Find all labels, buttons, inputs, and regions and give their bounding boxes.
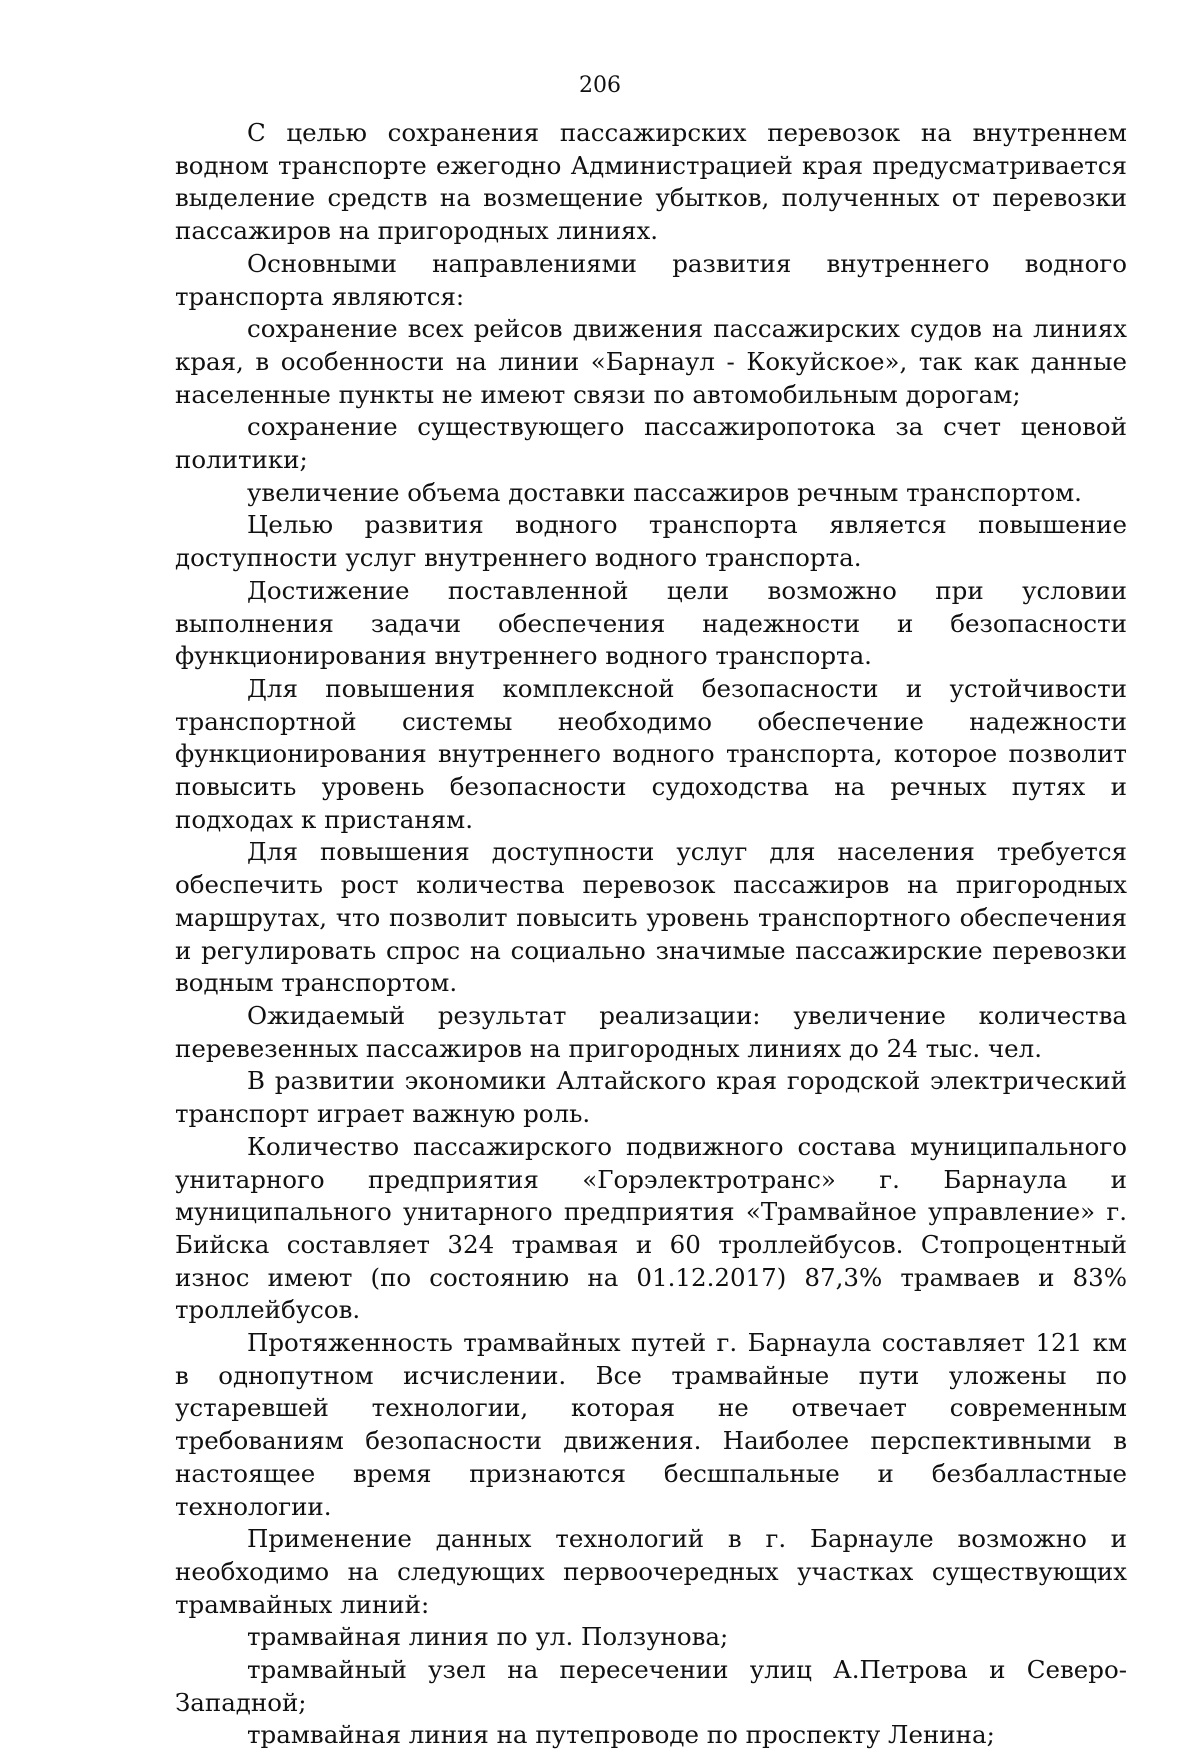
list-item: трамвайный узел на пересечении улиц А.Петрова и Северо-Западной; xyxy=(175,1655,1127,1717)
paragraph: Применение данных технологий в г. Барнауле возможно и необходимо на следующих первоочередных участках существующих трамвайных линий: xyxy=(175,1524,1127,1619)
paragraph: Основными направлениями развития внутреннего водного транспорта являются: xyxy=(175,248,1127,311)
paragraph: С целью сохранения пассажирских перевозок на внутреннем водном транспорте ежегодно Администрацией края предусматривается выделение средств на возмещение убытков, полученных от перевозки пассажиров на пригородных линиях. xyxy=(175,118,1127,246)
paragraph: Для повышения доступности услуг для населения требуется обеспечить рост количества перевозок пассажиров на пригородных маршрутах, что позволит повысить уровень транспортного обеспечения и регулировать спрос на социально значимые пассажирские перевозки водным транспортом. xyxy=(175,837,1127,998)
paragraph: Целью развития водного транспорта является повышение доступности услуг внутреннего водного транспорта. xyxy=(175,510,1127,573)
list-item: сохранение всех рейсов движения пассажирских судов на линиях края, в особенности на линии «Барнаул - Кокуйское», так как данные населенные пункты не имеют связи по автомобильным дорогам; xyxy=(175,314,1127,409)
paragraph: Количество пассажирского подвижного состава муниципального унитарного предприятия «Горэлектротранс» г. Барнаула и муниципального унитарного предприятия «Трамвайное управление» г. Бийска составляет 324 трамвая и 60 троллейбусов. Стопроцентный износ имеют (по состоянию на 01.12.2017) 87,3% трамваев и 83% троллейбусов. xyxy=(175,1131,1127,1325)
paragraph: Ожидаемый результат реализации: увеличение количества перевезенных пассажиров на пригородных линиях до 24 тыс. чел. xyxy=(175,1000,1127,1063)
paragraph: Достижение поставленной цели возможно при условии выполнения задачи обеспечения надежности и безопасности функционирования внутреннего водного транспорта. xyxy=(175,575,1127,671)
list-item: трамвайная линия на путепроводе по проспекту Ленина; xyxy=(247,1720,995,1750)
list-item: сохранение существующего пассажиропотока за счет ценовой политики; xyxy=(175,412,1127,475)
document-body xyxy=(175,117,1127,1752)
paragraph: Протяженность трамвайных путей г. Барнаула составляет 121 км в однопутном исчислении. Все трамвайные пути уложены по устаревшей технологии, которая не отвечает современным требованиям безопасности движения. Наиболее перспективными в настоящее время признаются бесшпальные и безбалластные технологии. xyxy=(175,1328,1127,1521)
paragraph: В развитии экономики Алтайского края городской электрический транспорт играет важную роль. xyxy=(175,1066,1127,1129)
paragraph: Для повышения комплексной безопасности и устойчивости транспортной системы необходимо обеспечение надежности функционирования внутреннего водного транспорта, которое позволит повысить уровень безопасности судоходства на речных путях и подходах к пристаням. xyxy=(175,673,1127,834)
page-number: 206 xyxy=(579,73,621,98)
list-item: трамвайная линия по ул. Ползунова; xyxy=(247,1622,729,1652)
list-item: увеличение объема доставки пассажиров речным транспортом. xyxy=(247,477,1082,507)
